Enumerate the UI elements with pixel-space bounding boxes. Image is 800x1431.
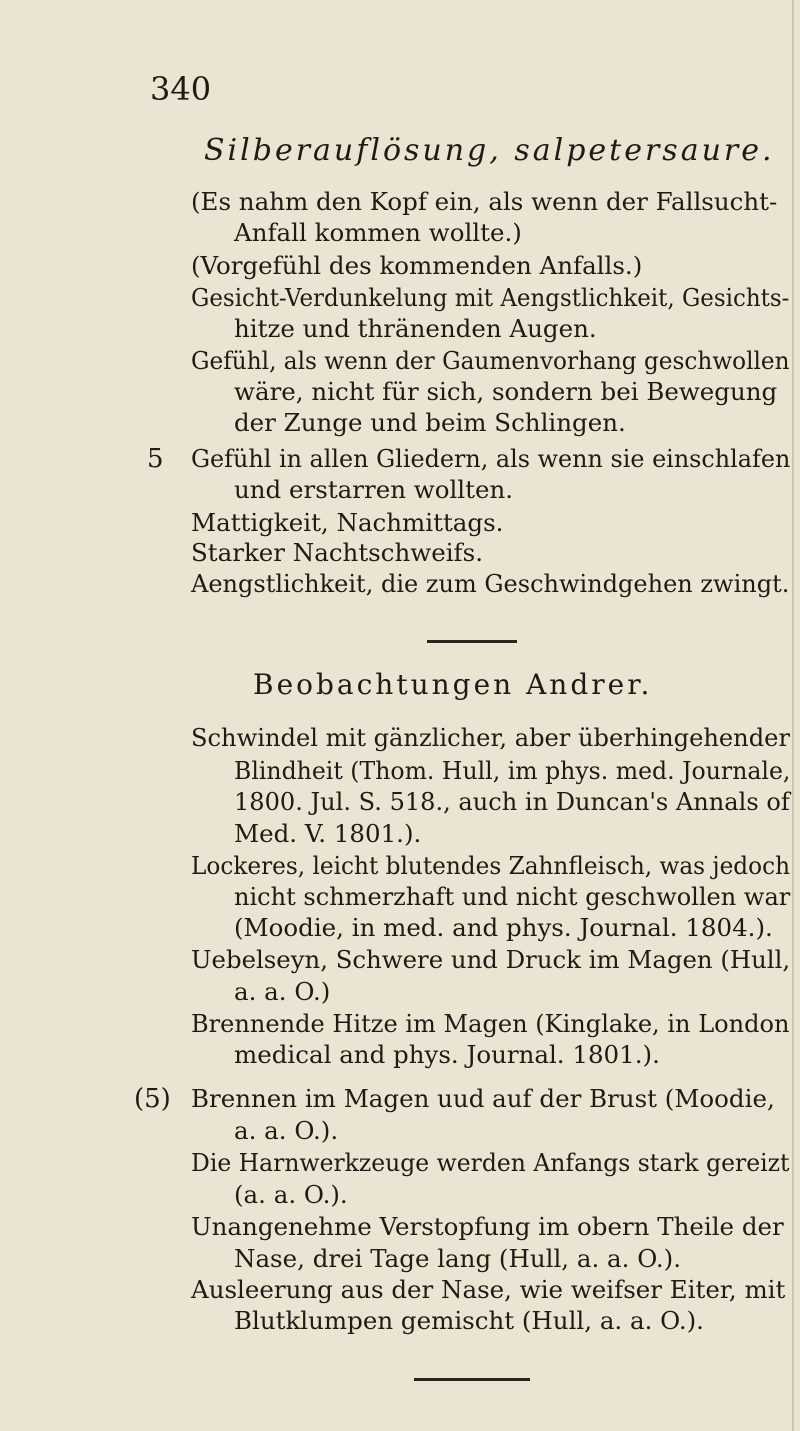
text-line: a. a. O.) bbox=[234, 977, 331, 1006]
text-line: (Moodie, in med. and phys. Journal. 1804.). bbox=[234, 913, 773, 942]
text-line: Gesicht-Verdunkelung mit Aengstlichkeit, Gesichts- bbox=[191, 283, 790, 312]
text-line: der Zunge und beim Schlingen. bbox=[234, 408, 626, 437]
text-line: Mattigkeit, Nachmittags. bbox=[191, 508, 504, 537]
text-line: Brennen im Magen uud auf der Brust (Moodie, bbox=[191, 1084, 775, 1113]
text-line: Schwindel mit gänzlicher, aber überhingehender bbox=[191, 723, 791, 752]
text-line: und erstarren wollten. bbox=[234, 475, 514, 504]
text-line: Die Harnwerkzeuge werden Anfangs stark gereizt bbox=[191, 1148, 790, 1177]
text-line: (Es nahm den Kopf ein, als wenn der Fallsucht- bbox=[191, 187, 778, 216]
text-line: wäre, nicht für sich, sondern bei Bewegung bbox=[234, 377, 778, 406]
text-line: Ausleerung aus der Nase, wie weifser Eiter, mit bbox=[191, 1275, 786, 1304]
text-line: Nase, drei Tage lang (Hull, a. a. O.). bbox=[234, 1244, 682, 1273]
end-rule bbox=[414, 1378, 530, 1381]
text-line: nicht schmerzhaft und nicht geschwollen war bbox=[234, 882, 791, 911]
text-line: Uebelseyn, Schwere und Druck im Magen (Hull, bbox=[191, 945, 791, 974]
text-line: Aengstlichkeit, die zum Geschwindgehen zwingt. bbox=[191, 569, 790, 598]
text-line: Med. V. 1801.). bbox=[234, 819, 422, 848]
section-heading: Beobachtungen Andrer. bbox=[253, 668, 653, 701]
page-number: 340 bbox=[150, 70, 212, 108]
text-line: Gefühl, als wenn der Gaumenvorhang geschwollen bbox=[191, 346, 790, 375]
text-line: hitze und thränenden Augen. bbox=[234, 314, 597, 343]
text-line: (Vorgefühl des kommenden Anfalls.) bbox=[191, 251, 643, 280]
line-number: (5) bbox=[134, 1084, 171, 1114]
running-head: Silberauflösung, salpetersaure. bbox=[204, 133, 775, 168]
page-edge bbox=[792, 0, 794, 1431]
text-line: Blindheit (Thom. Hull, im phys. med. Journale, bbox=[234, 756, 791, 785]
text-line: Blutklumpen gemischt (Hull, a. a. O.). bbox=[234, 1306, 704, 1335]
text-line: Gefühl in allen Gliedern, als wenn sie einschlafen bbox=[191, 444, 791, 473]
text-line: a. a. O.). bbox=[234, 1116, 339, 1145]
text-line: Brennende Hitze im Magen (Kinglake, in London bbox=[191, 1009, 790, 1038]
text-line: 1800. Jul. S. 518., auch in Duncan's Annals of bbox=[234, 787, 790, 816]
text-line: Starker Nachtschweifs. bbox=[191, 538, 483, 567]
line-number: 5 bbox=[147, 444, 164, 474]
text-line: medical and phys. Journal. 1801.). bbox=[234, 1040, 660, 1069]
text-line: Lockeres, leicht blutendes Zahnfleisch, was jedoch bbox=[191, 851, 791, 880]
text-line: Anfall kommen wollte.) bbox=[234, 218, 522, 247]
text-line: (a. a. O.). bbox=[234, 1180, 348, 1209]
text-line: Unangenehme Verstopfung im obern Theile der bbox=[191, 1212, 784, 1241]
section-rule bbox=[427, 640, 517, 643]
